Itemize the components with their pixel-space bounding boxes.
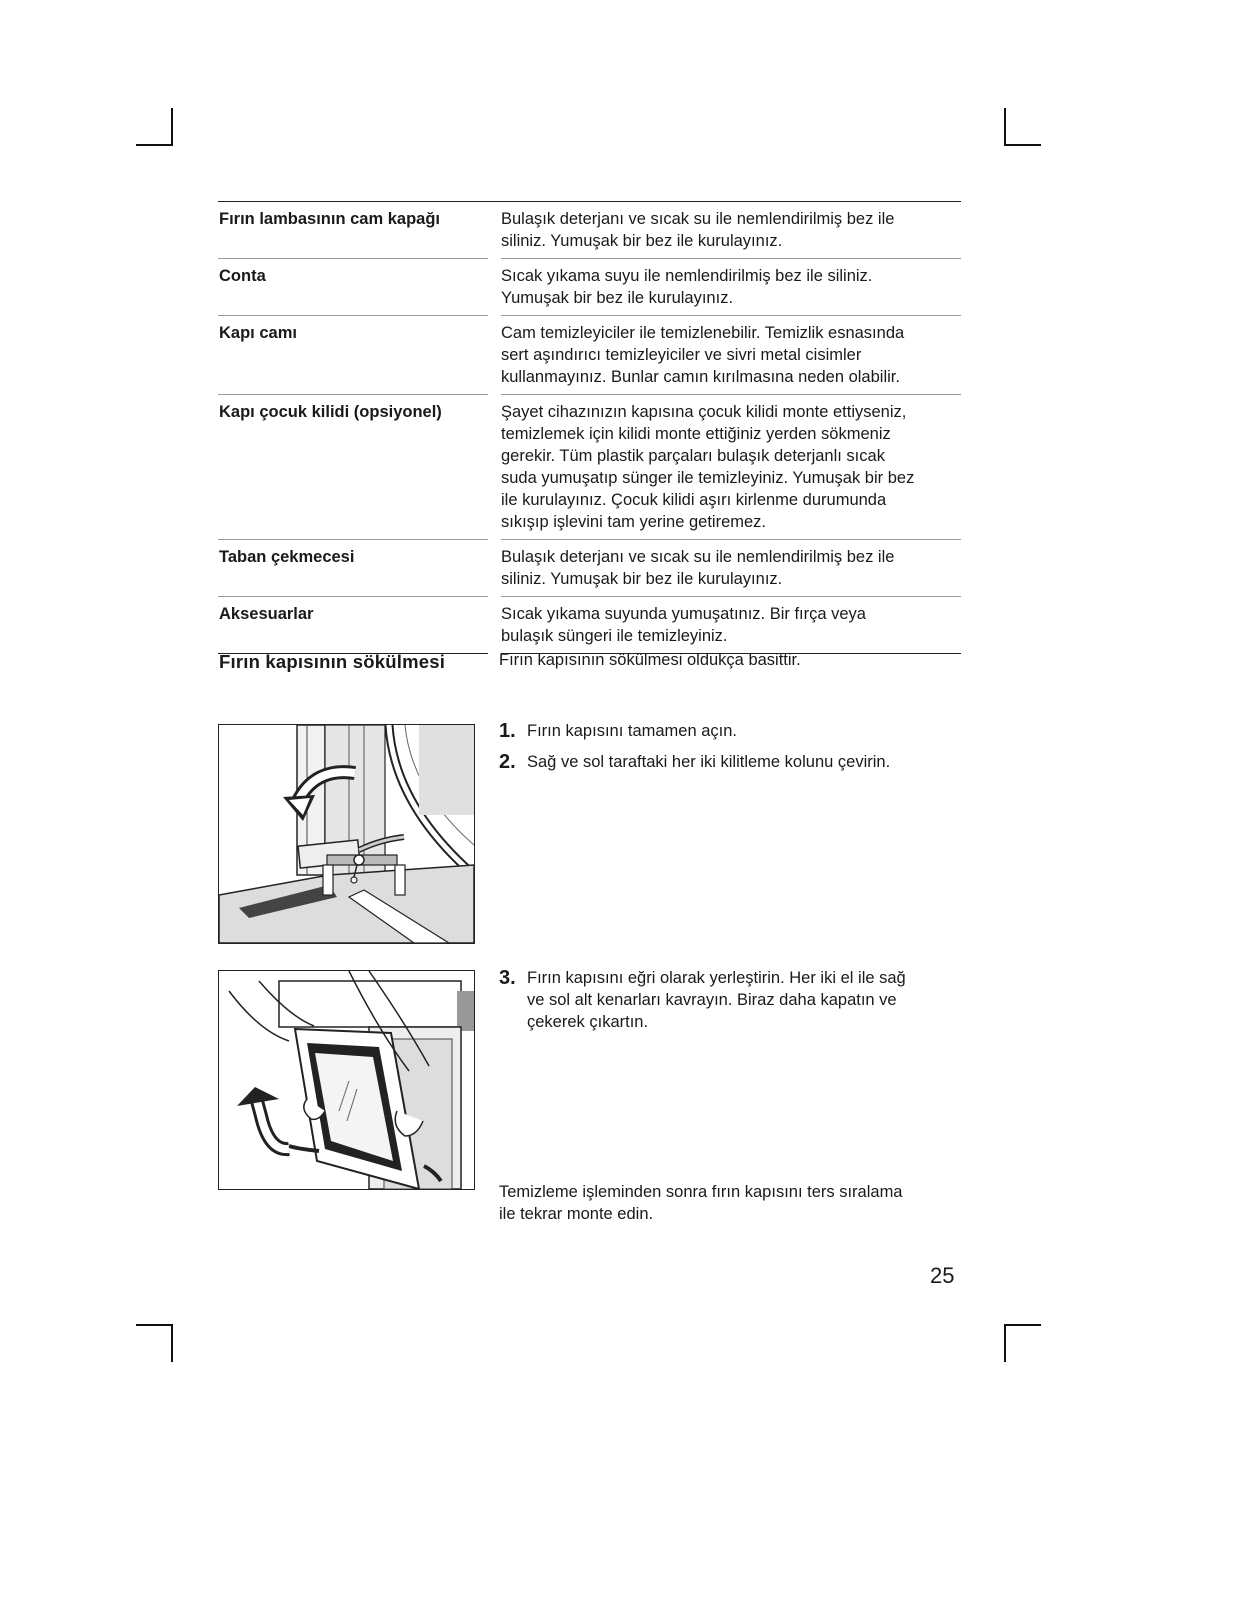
table-row bbox=[218, 540, 961, 597]
row-label: Aksesuarlar bbox=[218, 597, 488, 654]
step-number: 3. bbox=[499, 967, 516, 989]
table-row bbox=[218, 316, 961, 395]
step-number: 1. bbox=[499, 720, 516, 742]
row-text: Cam temizleyiciler ile temizlenebilir. Temizlik esnasında sert aşındırıcı temizleyiciler ve sivri metal cisimler kullanmayınız. Bunlar camın kırılmasına neden olabilir. bbox=[501, 316, 961, 395]
crop-mark-top-left bbox=[136, 144, 173, 146]
row-label: Kapı çocuk kilidi (opsiyonel) bbox=[218, 395, 488, 540]
step-3 bbox=[499, 967, 959, 1033]
crop-mark-bottom-left bbox=[171, 1324, 173, 1362]
table-row bbox=[218, 259, 961, 316]
figure-locking-lever bbox=[218, 724, 475, 944]
page-number: 25 bbox=[930, 1263, 955, 1288]
step-number: 2. bbox=[499, 751, 516, 773]
section-intro: Fırın kapısının sökülmesi oldukça basittir. bbox=[499, 651, 801, 669]
row-label: Fırın lambasının cam kapağı bbox=[218, 202, 488, 259]
row-text: Bulaşık deterjanı ve sıcak su ile nemlendirilmiş bez ile siliniz. Yumuşak bir bez ile kurulayınız. bbox=[501, 202, 961, 259]
row-text: Bulaşık deterjanı ve sıcak su ile nemlendirilmiş bez ile siliniz. Yumuşak bir bez ile kurulayınız. bbox=[501, 540, 961, 597]
step-2 bbox=[499, 751, 959, 773]
row-text: Sıcak yıkama suyu ile nemlendirilmiş bez ile siliniz. Yumuşak bir bez ile kurulayınız. bbox=[501, 259, 961, 316]
crop-mark-bottom-left bbox=[136, 1324, 173, 1326]
figure-removing-door bbox=[218, 970, 475, 1190]
crop-mark-top-right bbox=[1004, 108, 1006, 146]
crop-mark-bottom-right bbox=[1004, 1324, 1006, 1362]
row-label: Conta bbox=[218, 259, 488, 316]
reassembly-note: Temizleme işleminden sonra fırın kapısını ters sıralama ile tekrar monte edin. bbox=[499, 1183, 903, 1223]
step-text: Sağ ve sol taraftaki her iki kilitleme kolunu çevirin. bbox=[527, 753, 891, 771]
crop-mark-top-right bbox=[1004, 144, 1041, 146]
crop-mark-bottom-right bbox=[1004, 1324, 1041, 1326]
step-1 bbox=[499, 720, 959, 742]
step-text: Fırın kapısını eğri olarak yerleştirin. Her iki el ile sağ ve sol alt kenarları kavrayın. Biraz daha kapatın ve çekerek çıkartın. bbox=[527, 969, 906, 1031]
row-label: Taban çekmecesi bbox=[218, 540, 488, 597]
crop-mark-top-left bbox=[171, 108, 173, 146]
table-row bbox=[218, 395, 961, 540]
table-row bbox=[218, 202, 961, 259]
table-row bbox=[218, 597, 961, 654]
row-label: Kapı camı bbox=[218, 316, 488, 395]
cleaning-table bbox=[218, 201, 961, 654]
row-text: Sıcak yıkama suyunda yumuşatınız. Bir fırça veya bulaşık süngeri ile temizleyiniz. bbox=[501, 597, 961, 654]
step-text: Fırın kapısını tamamen açın. bbox=[527, 722, 738, 740]
section-title: Fırın kapısının sökülmesi bbox=[219, 651, 446, 672]
row-text: Şayet cihazınızın kapısına çocuk kilidi monte ettiyseniz, temizlemek için kilidi monte ettiğiniz yerden sökmeniz gerekir. Tüm plastik parçaları bulaşık deterjanlı sıcak suda yumuşatıp sünger ile temizleyiniz. Yumuşak bir bez ile kurulayınız. Çocuk kilidi aşırı kirlenme durumunda sıkışıp işlevini tam yerine getiremez. bbox=[501, 395, 961, 540]
